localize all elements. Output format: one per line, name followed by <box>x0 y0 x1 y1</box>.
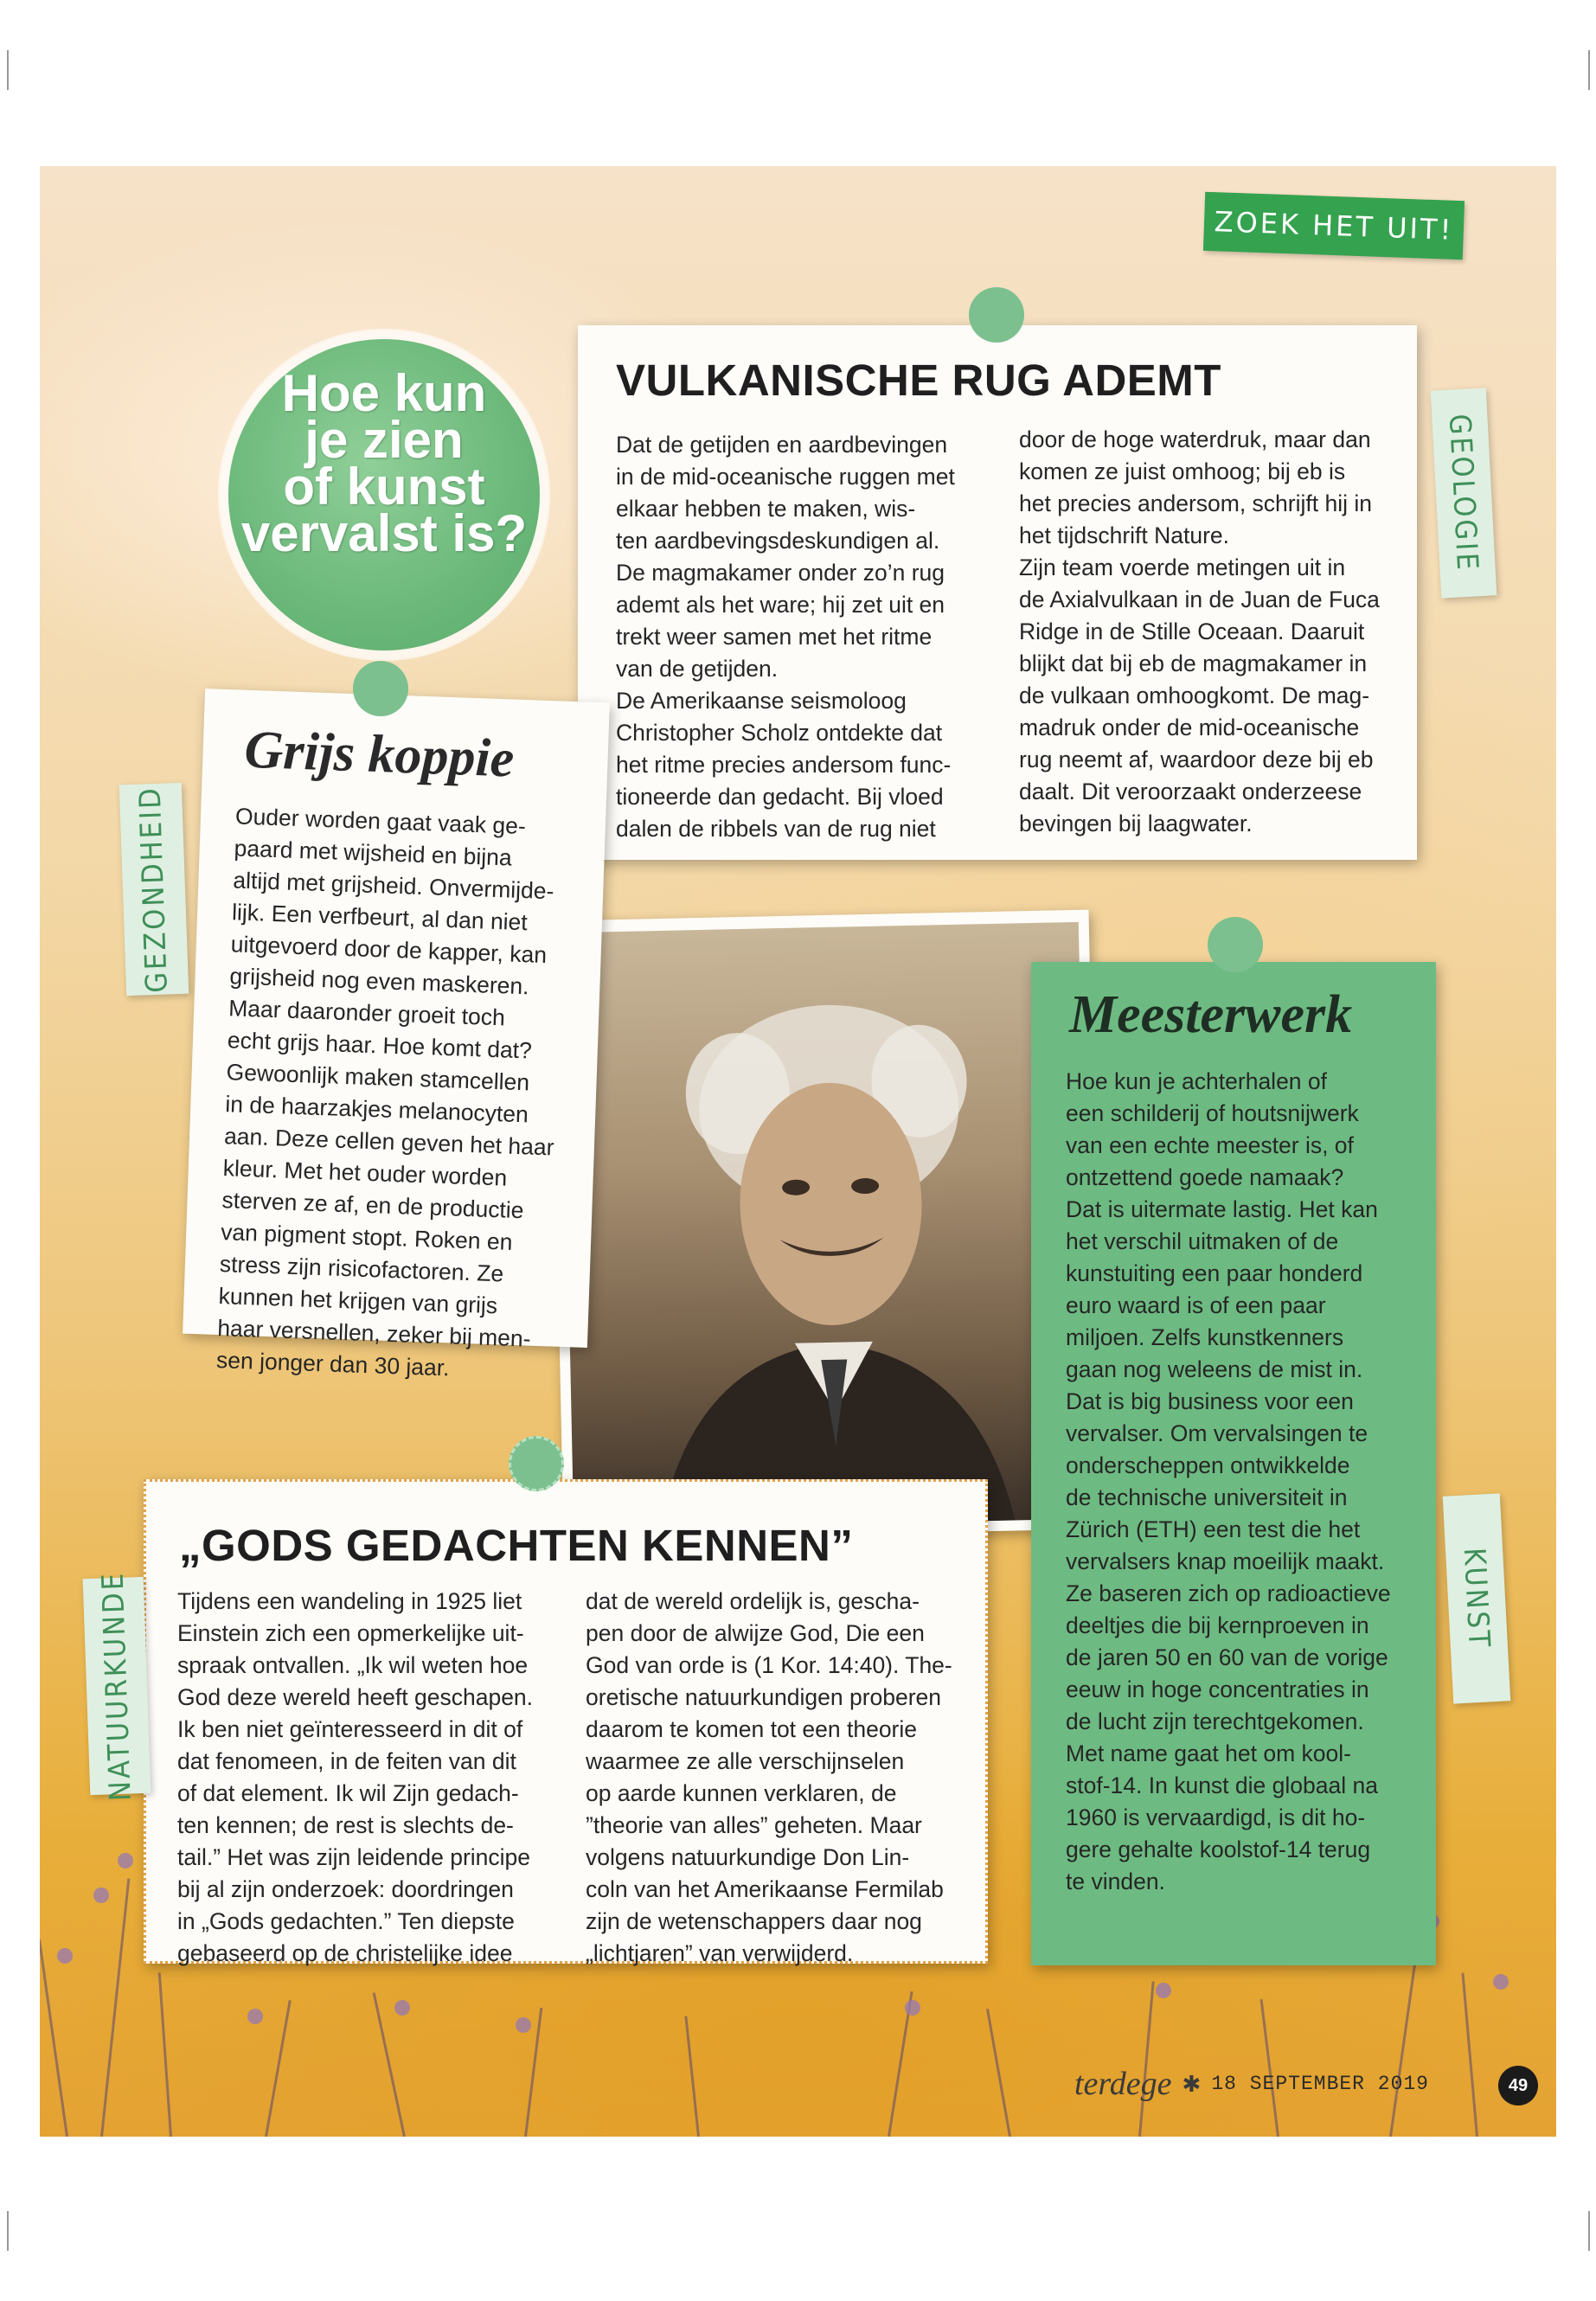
text-line: Einstein zich een opmerkelijke uit- <box>177 1620 524 1646</box>
text-line: gere gehalte koolstof-14 terug <box>1066 1836 1371 1862</box>
text-line: gaan nog weleens de mist in. <box>1066 1356 1363 1382</box>
tab-geologie-label: GEOLOGIE <box>1442 413 1485 574</box>
einstein-photo-frame <box>551 910 1102 1541</box>
grijs-koppie-title: Grijs koppie <box>243 720 516 789</box>
text-line: sterven ze af, en de productie <box>221 1187 524 1224</box>
gods-col2 <box>586 1586 975 1970</box>
text-line: van pigment stopt. Roken en <box>220 1219 513 1255</box>
text-line: spraak ontvallen. „Ik wil weten hoe <box>177 1652 529 1678</box>
text-line: Christopher Scholz ontdekte dat <box>616 720 943 746</box>
vulkanisch-title: VULKANISCHE RUG ADEMT <box>616 356 1221 405</box>
vulkanisch-col1 <box>616 429 997 845</box>
text-line: kunstuiting een paar honderd <box>1066 1260 1363 1286</box>
tab-kunst-label: KUNST <box>1456 1547 1497 1650</box>
text-line: de technische universiteit in <box>1066 1484 1348 1510</box>
text-line: te vinden. <box>1066 1868 1165 1894</box>
text-line: vervalser. Om vervalsingen te <box>1066 1420 1368 1446</box>
text-line: euro waard is of een paar <box>1066 1292 1326 1318</box>
text-line: Ridge in de Stille Oceaan. Daaruit <box>1019 619 1365 644</box>
crop-mark <box>1588 2211 1590 2251</box>
pin-dot <box>353 661 408 716</box>
portrait-illustration <box>561 922 1091 1529</box>
text-line: de vulkaan omhoogkomt. De mag- <box>1019 683 1370 708</box>
text-line: daalt. Dit veroorzaakt onderzeese <box>1019 779 1362 804</box>
einstein-photo <box>561 922 1091 1529</box>
text-line: op aarde kunnen verklaren, de <box>586 1780 897 1806</box>
text-line: lijk. Een verfbeurt, al dan niet <box>231 899 529 936</box>
text-line: God van orde is (1 Kor. 14:40). The- <box>586 1652 952 1678</box>
page-number: 49 <box>1508 2075 1529 2095</box>
text-line: coln van het Amerikaanse Fermilab <box>586 1876 944 1902</box>
magazine-page <box>40 166 1556 2137</box>
text-line: Hoe kun je achterhalen of <box>1066 1068 1328 1094</box>
tab-gezondheid <box>119 783 189 996</box>
text-line: De magmakamer onder zo’n rug <box>616 560 945 586</box>
text-line: Met name gaat het om kool- <box>1066 1740 1351 1766</box>
footer-brand: terdege <box>1074 2066 1172 2102</box>
text-line: miljoen. Zelfs kunstkenners <box>1066 1324 1344 1350</box>
text-line: haar versnellen, zeker bij men- <box>216 1315 532 1352</box>
vulkanisch-card <box>578 325 1417 860</box>
zoek-het-uit-banner <box>1203 192 1465 260</box>
text-line: Zürich (ETH) een test die het <box>1066 1516 1361 1542</box>
page-number-badge <box>1498 2066 1538 2106</box>
text-line: zijn de wetenschappers daar nog <box>586 1908 922 1934</box>
text-line: Maar daaronder groeit toch <box>228 995 506 1031</box>
text-line: echt grijs haar. Hoe komt dat? <box>227 1027 533 1064</box>
footer-date: 18 SEPTEMBER 2019 <box>1211 2073 1429 2095</box>
text-line: volgens natuurkundige Don Lin- <box>586 1844 910 1870</box>
text-line: blijkt dat bij eb de magmakamer in <box>1019 651 1368 676</box>
text-line: oretische natuurkundigen proberen <box>586 1684 942 1710</box>
tab-natuurkunde-label: NATUURKUNDE <box>95 1570 138 1802</box>
text-line: daarom te komen tot een theorie <box>586 1716 918 1742</box>
question-line: vervalst is? <box>240 504 528 562</box>
text-line: dalen de ribbels van de rug niet <box>616 816 936 842</box>
text-line: ”theorie van alles” geheten. Maar <box>586 1812 922 1838</box>
crop-mark <box>1588 50 1590 90</box>
text-line: madruk onder de mid-oceanische <box>1019 715 1360 740</box>
text-line: Ze baseren zich op radioactieve <box>1066 1580 1391 1606</box>
gods-col1 <box>177 1586 567 1970</box>
text-line: rug neemt af, waardoor deze bij eb <box>1019 747 1374 772</box>
text-line: kleur. Met het ouder worden <box>222 1155 508 1191</box>
text-line: De Amerikaanse seismoloog <box>616 688 907 714</box>
text-line: tioneerde dan gedacht. Bij vloed <box>616 784 944 810</box>
text-line: eeuw in hoge concentraties in <box>1066 1676 1369 1702</box>
gods-gedachten-card <box>144 1479 988 1964</box>
text-line: in de haarzakjes melanocyten <box>224 1091 529 1128</box>
text-line: trekt weer samen met het ritme <box>616 624 933 650</box>
text-line: Dat de getijden en aardbevingen <box>616 432 948 458</box>
meesterwerk-body <box>1066 1066 1420 1898</box>
text-line: Dat is uitermate lastig. Het kan <box>1066 1196 1378 1222</box>
text-line: kunnen het krijgen van grijs <box>218 1283 498 1319</box>
text-line: bij al zijn onderzoek: doordringen <box>177 1876 514 1902</box>
text-line: pen door de alwijze God, Die een <box>586 1620 925 1646</box>
text-line: deeltjes die bij kernproeven in <box>1066 1612 1369 1638</box>
grijs-koppie-card <box>183 689 610 1381</box>
text-line: paard met wijsheid en bijna <box>234 835 513 871</box>
zoek-het-uit-label: ZOEK HET UIT! <box>1214 205 1454 247</box>
text-line: 1960 is vervaardigd, is dit ho- <box>1066 1804 1366 1830</box>
text-line: onderscheppen ontwikkelde <box>1066 1452 1350 1478</box>
text-line: het ritme precies andersom func- <box>616 752 952 778</box>
crop-mark <box>7 2211 9 2251</box>
tab-kunst <box>1443 1493 1510 1703</box>
tab-natuurkunde <box>83 1570 151 1802</box>
text-line: ontzettend goede namaak? <box>1066 1164 1344 1190</box>
meesterwerk-title: Meesterwerk <box>1069 985 1353 1044</box>
text-line: sen jonger dan 30 jaar. <box>215 1346 451 1381</box>
text-line: elkaar hebben te maken, wis- <box>616 496 916 522</box>
text-line: Tijdens een wandeling in 1925 liet <box>177 1588 522 1614</box>
text-line: het verschil uitmaken of de <box>1066 1228 1339 1254</box>
text-line: in „Gods gedachten.” Ten diepste <box>177 1908 515 1934</box>
tab-geologie <box>1431 388 1497 598</box>
asterisk-icon: ✱ <box>1182 2070 1202 2097</box>
crop-mark <box>7 50 9 90</box>
text-line: de lucht zijn terechtgekomen. <box>1066 1708 1364 1734</box>
text-line: of dat element. Ik wil Zijn gedach- <box>177 1780 519 1806</box>
text-line: stress zijn risicofactoren. Ze <box>219 1251 504 1287</box>
text-line: „lichtjaren” van verwijderd. <box>586 1940 854 1966</box>
text-line: Zijn team voerde metingen uit in <box>1019 554 1346 580</box>
text-line: komen ze juist omhoog; bij eb is <box>1019 458 1346 484</box>
text-line: Gewoonlijk maken stamcellen <box>226 1059 530 1096</box>
pin-dot <box>509 1436 564 1491</box>
text-line: in de mid-oceanische ruggen met <box>616 464 955 490</box>
text-line: ademt als het ware; hij zet uit en <box>616 592 945 618</box>
text-line: God deze wereld heeft geschapen. <box>177 1684 534 1710</box>
question-line: of kunst <box>283 458 485 516</box>
text-line: het precies andersom, schrijft hij in <box>1019 490 1372 516</box>
pin-dot <box>1208 917 1263 972</box>
page-footer <box>1074 2062 1429 2106</box>
question-line: Hoe kun <box>281 364 487 422</box>
text-line: tail.” Het was zijn leidende principe <box>177 1844 531 1870</box>
text-line: stof-14. In kunst die globaal na <box>1066 1772 1378 1798</box>
text-line: waarmee ze alle verschijnselen <box>586 1748 905 1774</box>
tab-gezondheid-label: GEZONDHEID <box>132 785 176 994</box>
question-line: je zien <box>304 411 464 469</box>
text-line: uitgevoerd door de kapper, kan <box>230 931 548 969</box>
text-line: ten kennen; de rest is slechts de- <box>177 1812 514 1838</box>
text-line: van een echte meester is, of <box>1066 1132 1354 1158</box>
text-line: grijsheid nog even maskeren. <box>229 963 530 1000</box>
text-line: door de hoge waterdruk, maar dan <box>1019 426 1371 452</box>
text-line: dat fenomeen, in de feiten van dit <box>177 1748 516 1774</box>
text-line: Ouder worden gaat vaak ge- <box>234 803 527 840</box>
question-text <box>228 364 540 562</box>
gods-gedachten-title: „GODS GEDACHTEN KENNEN” <box>179 1521 854 1570</box>
text-line: van de getijden. <box>616 656 779 682</box>
text-line: het tijdschrift Nature. <box>1019 522 1230 548</box>
text-line: de Axialvulkaan in de Juan de Fuca <box>1019 586 1380 612</box>
pin-dot <box>969 287 1024 343</box>
text-line: altijd met grijsheid. Onvermijde- <box>232 867 554 905</box>
text-line: aan. Deze cellen geven het haar <box>223 1123 554 1161</box>
text-line: de jaren 50 en 60 van de vorige <box>1066 1644 1388 1670</box>
meesterwerk-card <box>1031 962 1436 1965</box>
text-line: Dat is big business voor een <box>1066 1388 1354 1414</box>
text-line: dat de wereld ordelijk is, gescha- <box>586 1588 920 1614</box>
text-line: bevingen bij laagwater. <box>1019 811 1253 836</box>
text-line: gebaseerd op de christelijke idee <box>177 1940 513 1966</box>
vulkanisch-col2 <box>1019 424 1400 840</box>
text-line: ten aardbevingsdeskundigen al. <box>616 528 940 554</box>
text-line: een schilderij of houtsnijwerk <box>1066 1100 1359 1126</box>
text-line: Ik ben niet geïnteresseerd in dit of <box>177 1716 523 1742</box>
text-line: vervalsers knap moeilijk maakt. <box>1066 1548 1385 1574</box>
grijs-koppie-body <box>215 800 599 1388</box>
